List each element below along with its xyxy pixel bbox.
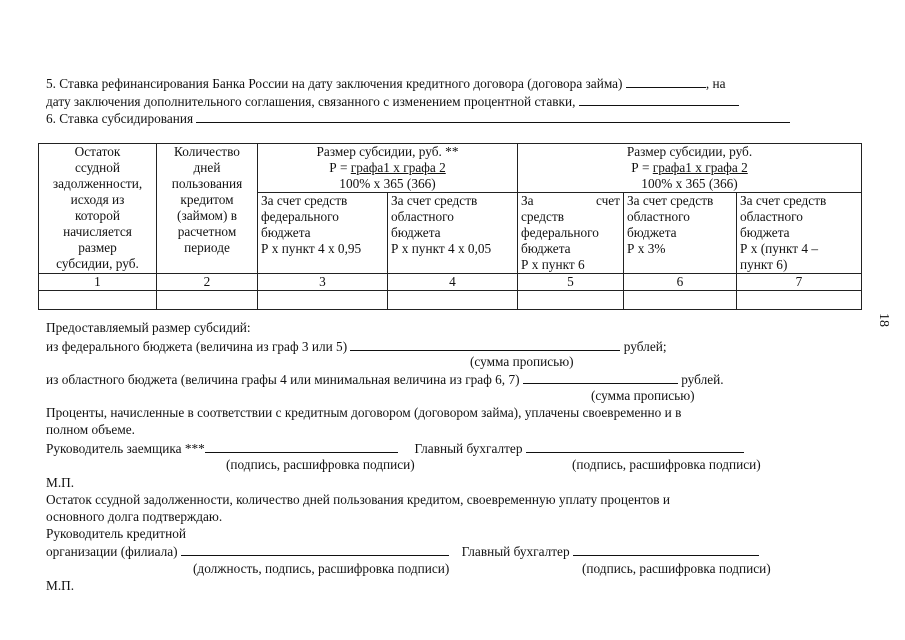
- data-cell[interactable]: [518, 291, 624, 310]
- item5-line2: дату заключения дополнительного соглашения, связанного с изменением процентной ставки,: [46, 93, 739, 110]
- interest-line-2: полном объеме.: [46, 422, 135, 437]
- federal-line: из федерального бюджета (величина из граф 3 или 5) рублей;: [46, 339, 667, 354]
- col-number: 1: [39, 274, 157, 291]
- position-signature-caption: (должность, подпись, расшифровка подписи): [193, 561, 450, 576]
- subsidy-rate-field[interactable]: [196, 110, 790, 123]
- col-number: 4: [388, 274, 518, 291]
- col-days-header: Количество дней пользования кредитом (займом) в расчетном периоде: [157, 144, 258, 274]
- signature-caption-1: (подпись, расшифровка подписи): [226, 457, 415, 472]
- stamp-place-1: М.П.: [46, 475, 75, 490]
- col4-header: За счет средств областного бюджета Р х пункт 4 х 0,05: [388, 193, 518, 274]
- bank-head-line-1: Руководитель кредитной: [46, 526, 186, 541]
- column-number-row: [39, 274, 862, 291]
- col6-header: За счет средств областного бюджета Р х 3%: [624, 193, 737, 274]
- federal-amount-field[interactable]: [350, 338, 620, 351]
- item6-line: 6. Ставка субсидирования: [46, 110, 790, 127]
- refinancing-rate-field[interactable]: [626, 75, 706, 88]
- col7-header: За счет средств областного бюджета Р х (пункт 4 – пункт 6): [737, 193, 862, 274]
- sum-in-words-caption-2: (сумма прописью): [591, 388, 695, 403]
- data-row: [39, 291, 862, 310]
- subsidy-group2-header: Размер субсидии, руб. Р = графа1 х графа 2 100% х 365 (366): [518, 144, 862, 193]
- subsidy-table: [38, 143, 862, 310]
- regional-line: из областного бюджета (величина графы 4 или минимальная величина из граф 6, 7) рублей.: [46, 372, 724, 387]
- subsidy-group1-header: Размер субсидии, руб. ** Р = графа1 х графа 2 100% х 365 (366): [258, 144, 518, 193]
- stamp-place-2: М.П.: [46, 578, 75, 593]
- data-cell[interactable]: [737, 291, 862, 310]
- col-number: 3: [258, 274, 388, 291]
- signature-caption-2: (подпись, расшифровка подписи): [572, 457, 761, 472]
- bank-head-signature-field[interactable]: [181, 543, 449, 556]
- bank-signature-line: организации (филиала) Главный бухгалтер: [46, 543, 759, 560]
- data-cell[interactable]: [157, 291, 258, 310]
- data-cell[interactable]: [624, 291, 737, 310]
- data-cell[interactable]: [388, 291, 518, 310]
- col-number: 7: [737, 274, 862, 291]
- col-number: 2: [157, 274, 258, 291]
- item5-line1: 5. Ставка рефинансирования Банка России на дату заключения кредитного договора (договора займа) , на: [46, 76, 726, 91]
- sum-in-words-caption-1: (сумма прописью): [470, 354, 574, 369]
- confirm-line-1: Остаток ссудной задолженности, количество дней пользования кредитом, своевременную уплату процентов и: [46, 492, 670, 507]
- provided-heading: Предоставляемый размер субсидий:: [46, 320, 251, 335]
- interest-line-1: Проценты, начисленные в соответствии с кредитным договором (договором займа), уплачены своевременно и в: [46, 405, 682, 420]
- col-number: 5: [518, 274, 624, 291]
- col-number: 6: [624, 274, 737, 291]
- page-number: 18: [876, 313, 891, 327]
- data-cell[interactable]: [258, 291, 388, 310]
- col3-header: За счет средств федерального бюджета Р х пункт 4 х 0,95: [258, 193, 388, 274]
- col5-header: За счет средств федерального бюджета Р х пункт 6: [518, 193, 624, 274]
- refinancing-rate-amended-field[interactable]: [579, 93, 739, 106]
- col-balance-header: Остаток ссудной задолженности, исходя из которой начисляется размер субсидии, руб.: [39, 144, 157, 274]
- data-cell[interactable]: [39, 291, 157, 310]
- confirm-line-2: основного долга подтверждаю.: [46, 509, 223, 524]
- borrower-signature-line: Руководитель заемщика *** Главный бухгалтер: [46, 440, 744, 457]
- bank-chief-accountant-signature-field[interactable]: [573, 543, 759, 556]
- borrower-head-signature-field[interactable]: [205, 440, 398, 453]
- borrower-chief-accountant-signature-field[interactable]: [526, 440, 744, 453]
- regional-amount-field[interactable]: [523, 371, 678, 384]
- signature-caption-3: (подпись, расшифровка подписи): [582, 561, 771, 576]
